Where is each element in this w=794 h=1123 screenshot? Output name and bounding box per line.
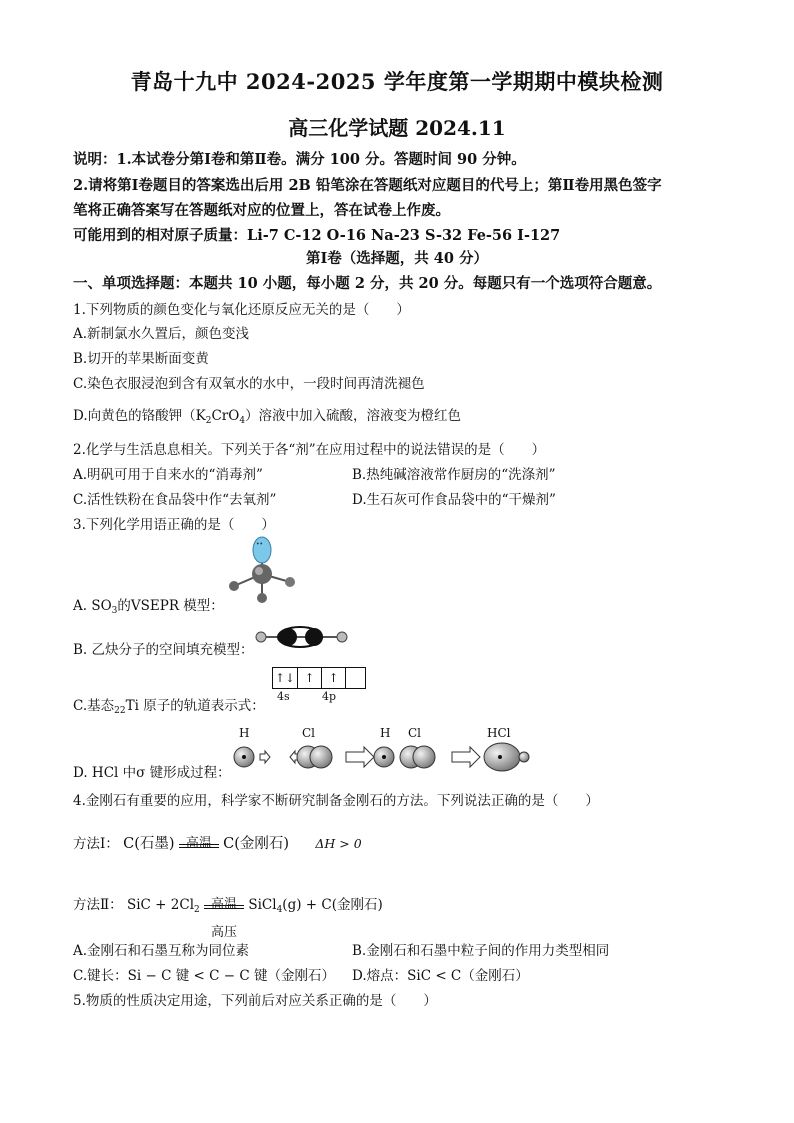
orbital-box-4p-2: ↑ xyxy=(322,668,346,688)
orbital-box-4p-3 xyxy=(346,668,365,688)
q4-m2-right-sub: 4 xyxy=(276,905,283,915)
label-cl-1: Cl xyxy=(302,726,316,740)
q1-option-b: B.切开的苹果断面变黄 xyxy=(73,351,209,367)
q3-option-d: D. HCl 中σ 键形成过程： xyxy=(73,765,231,781)
svg-text:••: •• xyxy=(256,541,264,548)
q4-m1-dh: ΔH > 0 xyxy=(315,836,362,851)
q3-option-c-sub: 22 xyxy=(114,706,126,716)
label-h-1: H xyxy=(239,726,250,740)
q1-formula-sub2: 4 xyxy=(239,416,246,426)
note-line-1: 说明：1.本试卷分第Ⅰ卷和第Ⅱ卷。满分 100 分。答题时间 90 分钟。 xyxy=(73,151,526,168)
q3-option-a xyxy=(73,594,224,616)
q3-option-c-pre: C.基态 xyxy=(73,698,115,714)
orbital-label-4p: 4p xyxy=(322,690,337,703)
label-cl-2: Cl xyxy=(408,726,422,740)
q4-m1-right: C(金刚石) xyxy=(223,836,290,852)
acetylene-space-filling-model-figure xyxy=(252,624,352,650)
q1-formula-sub1: 2 xyxy=(205,416,212,426)
q4-m1-left: C(石墨) xyxy=(123,836,175,852)
ti-orbital-diagram xyxy=(272,667,366,689)
q4-option-a: A.金刚石和石墨互称为同位素 xyxy=(73,943,250,959)
q4-m2-label: 方法Ⅱ： xyxy=(73,897,123,913)
q1-stem: 1.下列物质的颜色变化与氧化还原反应无关的是（ ） xyxy=(73,302,410,318)
q4-m1-cond: 高温 xyxy=(185,836,212,851)
q3-option-c xyxy=(73,694,265,716)
q3-option-c-post: Ti 原子的轨道表示式： xyxy=(125,698,265,714)
q3-option-a-sub: 3 xyxy=(111,606,118,616)
q4-option-d: D.熔点：SiC < C（金刚石） xyxy=(352,968,529,984)
q3-option-b: B. 乙炔分子的空间填充模型： xyxy=(73,642,254,658)
exam-title: 青岛十九中 2024-2025 学年度第一学期期中模块检测 xyxy=(130,69,664,94)
q1-formula-k: K xyxy=(195,408,206,424)
q4-option-b: B.金刚石和石墨中粒子间的作用力类型相同 xyxy=(352,943,610,959)
q4-m2-right-b: (g) + C(金刚石) xyxy=(282,897,383,913)
label-h-2: H xyxy=(380,726,391,740)
q4-m2-left-sub: 2 xyxy=(194,905,200,915)
q1-formula-cro: CrO xyxy=(211,408,240,424)
q1-option-d-post: ）溶液中加入硫酸，溶液变为橙红色 xyxy=(245,408,462,424)
exam-subtitle: 高三化学试题 2024.11 xyxy=(288,116,506,140)
q4-method-2 xyxy=(73,893,383,940)
q4-method-1 xyxy=(73,832,362,853)
q2-option-b: B.热纯碱溶液常作厨房的“洗涤剂” xyxy=(352,467,556,483)
q4-m2-cond-bottom: 高压 xyxy=(211,925,238,940)
q2-option-d: D.生石灰可作食品袋中的“干燥剂” xyxy=(352,492,556,508)
orbital-box-4s: ↑↓ xyxy=(273,668,298,688)
q1-option-d xyxy=(73,404,461,426)
label-hcl: HCl xyxy=(487,726,511,740)
part1-heading: 第Ⅰ卷（选择题，共 40 分） xyxy=(305,250,489,267)
orbital-label-4s: 4s xyxy=(277,690,290,703)
note-line-4: 可能用到的相对原子质量：Li-7 C-12 O-16 Na-23 S-32 Fe-56 I-127 xyxy=(73,227,561,244)
section-heading: 一、单项选择题：本题共 10 小题，每小题 2 分，共 20 分。每题只有一个选项符合题意。 xyxy=(73,275,662,292)
q4-m2-right-a: SiCl xyxy=(248,897,277,913)
q4-stem: 4.金刚石有重要的应用，科学家不断研究制备金刚石的方法。下列说法正确的是（ ） xyxy=(73,793,599,809)
q3-option-a-post: 的VSEPR 模型： xyxy=(117,598,224,614)
q5-stem: 5.物质的性质决定用途，下列前后对应关系正确的是（ ） xyxy=(73,993,437,1009)
q1-option-a: A.新制氯水久置后，颜色变浅 xyxy=(73,326,250,342)
q4-m1-label: 方法Ⅰ： xyxy=(73,836,119,852)
q2-option-a: A.明矾可用于自来水的“消毒剂” xyxy=(73,467,263,483)
q1-option-d-pre: D.向黄色的铬酸钾（ xyxy=(73,408,196,424)
q3-option-a-pre: A. SO xyxy=(73,598,112,614)
hcl-sigma-bond-figure xyxy=(226,740,536,776)
note-line-3: 笔将正确答案写在答题纸对应的位置上，答在试卷上作废。 xyxy=(73,202,450,219)
q1-option-c: C.染色衣服浸泡到含有双氧水的水中，一段时间再清洗褪色 xyxy=(73,376,425,392)
note-line-2: 2.请将第Ⅰ卷题目的答案选出后用 2B 铅笔涂在答题纸对应题目的代号上；第Ⅱ卷用黑色签字 xyxy=(73,177,662,194)
q4-option-c: C.键长：Si − C 键 < C − C 键（金刚石） xyxy=(73,968,335,984)
q2-option-c: C.活性铁粉在食品袋中作“去氧剂” xyxy=(73,492,277,508)
q3-stem: 3.下列化学用语正确的是（ ） xyxy=(73,517,275,533)
q4-m2-left-a: SiC + 2Cl xyxy=(126,897,195,913)
so3-vsepr-model-figure xyxy=(220,534,310,606)
q4-m2-cond-top: 高温 xyxy=(211,897,238,912)
q2-stem: 2.化学与生活息息相关。下列关于各“剂”在应用过程中的说法错误的是（ ） xyxy=(73,442,546,458)
orbital-box-4p-1: ↑ xyxy=(298,668,322,688)
